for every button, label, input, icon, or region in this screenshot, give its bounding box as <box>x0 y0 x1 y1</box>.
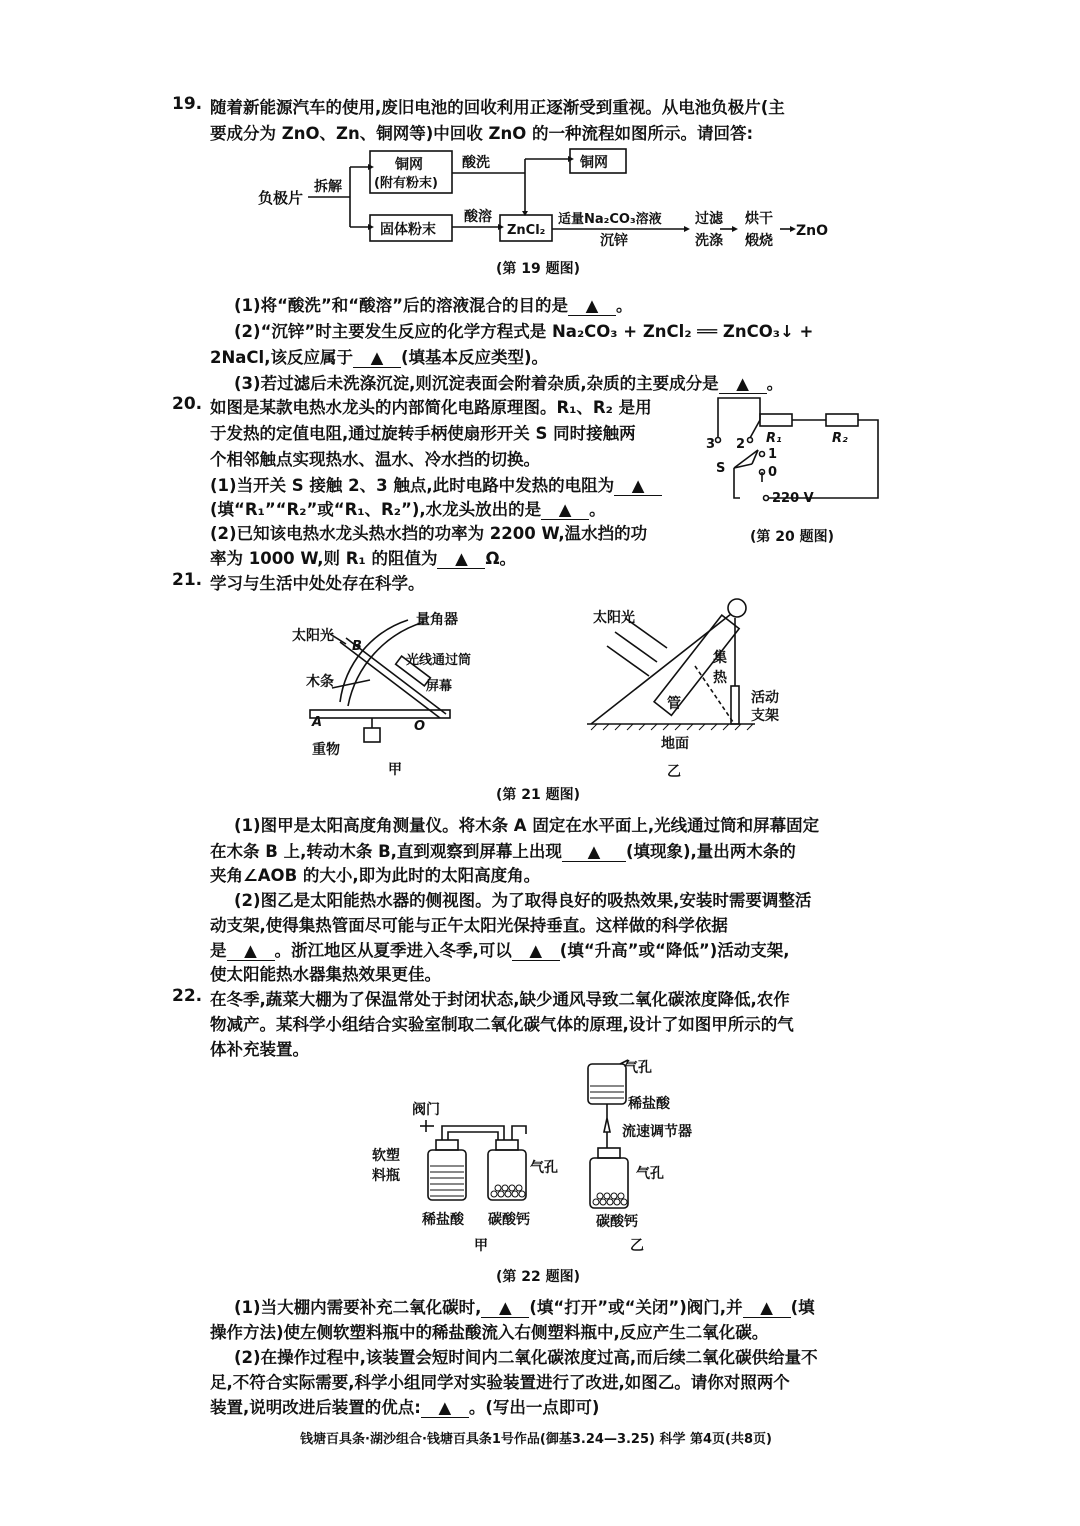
screen-label: 屏幕 <box>426 679 453 694</box>
answer-mark: ▲ <box>541 500 589 520</box>
answer-mark: ▲ <box>562 842 626 862</box>
q19-s2c-text: (填基本反应类型)。 <box>400 348 549 367</box>
q21-caption: (第 21 题图) <box>496 787 581 803</box>
q20-s2a: (2)已知该电热水龙头热水挡的功率为 2200 W,温水挡的功 <box>210 524 648 543</box>
question-number: 21. <box>172 570 203 590</box>
flow-start: 负极片 <box>258 189 304 207</box>
acid-label: 稀盐酸 <box>628 1096 670 1112</box>
q21-s1d: 夹角∠AOB 的大小,即为此时的太阳高度角。 <box>210 866 541 885</box>
answer-mark: ▲ <box>353 348 401 368</box>
sunlight-label: 太阳光 <box>593 610 635 626</box>
regulator-label: 流速调节器 <box>622 1124 692 1140</box>
stand-label1: 活动 <box>751 690 779 706</box>
caco3-label: 碳酸钙 <box>488 1212 530 1228</box>
flow-box2: 铜网 <box>580 155 608 171</box>
question-number: 20. <box>172 394 203 414</box>
point-a: A <box>312 715 323 730</box>
q22-line3: 体补充装置。 <box>210 1040 309 1059</box>
bottle-label2: 料瓶 <box>372 1168 400 1184</box>
answer-mark: ▲ <box>481 1298 529 1318</box>
flow-burn: 煅烧 <box>745 233 773 249</box>
collector-char2: 热 <box>713 670 727 686</box>
protractor-label: 量角器 <box>416 612 458 628</box>
q20-line3: 个相邻触点实现热水、温水、冷水挡的切换。 <box>210 450 540 469</box>
q20-line2: 于发热的定值电阻,通过旋转手柄使扇形开关 S 同时接触两 <box>210 424 636 443</box>
q19-s1-text: (1)将“酸洗”和“酸溶”后的溶液混合的目的是 <box>234 296 568 315</box>
q21-s2d-text: 。浙江地区从夏季进入冬季,可以 <box>274 941 512 960</box>
flow-box1a: 铜网 <box>395 157 423 173</box>
flow-dry: 烘干 <box>745 211 773 227</box>
q19-s3: (3)若过滤后未洗涤沉淀,则沉淀表面会附着杂质,杂质的主要成分是 ▲ 。 <box>234 374 784 393</box>
q19-line1: 随着新能源汽车的使用,废旧电池的回收利用正逐渐受到重视。从电池负极片(主 <box>210 98 785 117</box>
q19-s2b <box>210 344 548 368</box>
q22-s1d: 操作方法)使左侧软塑料瓶中的稀盐酸流入右侧塑料瓶中,反应产生二氧化碳。 <box>210 1323 769 1342</box>
q20-s1a <box>210 472 662 496</box>
q21-s2e-text: (填“升高”或“降低”)活动支架, <box>559 941 790 960</box>
figure-a-label: 甲 <box>474 1238 488 1254</box>
collector-char1: 集 <box>713 650 727 666</box>
flow-acidwash: 酸洗 <box>462 155 490 171</box>
q21-s2f: 使太阳能热水器集热效果更佳。 <box>210 965 441 984</box>
flow-acidsol: 酸溶 <box>464 209 492 225</box>
answer-mark: ▲ <box>512 941 560 961</box>
question-number: 19. <box>172 94 203 114</box>
q22-s1a <box>234 1294 815 1318</box>
flow-box3: 固体粉末 <box>380 222 436 238</box>
circuit-voltage: 220 V <box>772 491 814 506</box>
q22-s2b: 足,不符合实际需要,科学小组同学对实验装置进行了改进,如图乙。请你对照两个 <box>210 1373 790 1392</box>
q19-s2a: (2)“沉锌”时主要发生反应的化学方程式是 Na₂CO₃ + ZnCl₂ ══ ZnCO₃↓ + <box>234 322 814 341</box>
answer-mark: ▲ <box>227 941 275 961</box>
q21-s2b: 动支架,使得集热管面尽可能与正午太阳光保持垂直。这样做的科学依据 <box>210 916 728 935</box>
tube-label: 光线通过筒 <box>406 653 472 668</box>
flow-box1b: (附有粉末) <box>374 176 438 191</box>
answer-mark: ▲ <box>437 549 485 569</box>
q20-s1b-text: (填“R₁”“R₂”或“R₁、R₂”),水龙头放出的是 <box>210 500 542 519</box>
q21-s1b-text: 在木条 B 上,转动木条 B,直到观察到屏幕上出现 <box>210 842 562 861</box>
stick-label: 木条 <box>306 674 334 690</box>
q22-caption: (第 22 题图) <box>496 1269 581 1285</box>
q22-s1c-text: (填 <box>790 1298 815 1317</box>
point-o: O <box>414 719 426 734</box>
q19-s2b-text: 2NaCl,该反应属于 <box>210 348 353 367</box>
q22-line1: 在冬季,蔬菜大棚为了保温常处于封闭状态,缺少通风导致二氧化碳浓度降低,农作 <box>210 990 790 1009</box>
q21-s1b <box>210 838 796 862</box>
hole-label: 气孔 <box>530 1160 558 1176</box>
q20-circuit <box>700 390 890 515</box>
question-number: 22. <box>172 986 203 1006</box>
figure-b-label: 乙 <box>667 764 681 780</box>
figure-b-label: 乙 <box>630 1238 644 1254</box>
q19-flowchart <box>240 145 850 255</box>
q22-s2c-text: 装置,说明改进后装置的优点: <box>210 1398 421 1417</box>
q19-line2: 要成分为 ZnO、Zn、铜网等)中回收 ZnO 的一种流程如图所示。请回答: <box>210 124 754 143</box>
answer-mark: ▲ <box>614 476 662 496</box>
q22-s2a: (2)在操作过程中,该装置会短时间内二氧化碳浓度过高,而后续二氧化碳供给量不 <box>234 1348 818 1367</box>
sunlight-label: 太阳光 <box>292 628 334 644</box>
q21-s1c-text: (填现象),量出两木条的 <box>625 842 796 861</box>
answer-mark: ▲ <box>568 296 616 316</box>
point-b: B <box>352 639 362 654</box>
q19-caption: (第 19 题图) <box>496 261 581 277</box>
circuit-p0: 0 <box>768 465 778 480</box>
circuit-r2: R₂ <box>832 431 848 446</box>
q21-s2a: (2)图乙是太阳能热水器的侧视图。为了取得良好的吸热效果,安装时需要调整活 <box>234 891 812 910</box>
q21-s2c-text: 是 <box>210 941 227 960</box>
q19-s1: (1)将“酸洗”和“酸溶”后的溶液混合的目的是 ▲ 。 <box>234 296 633 315</box>
bottle-label1: 软塑 <box>372 1148 400 1164</box>
q19-s3-text: (3)若过滤后未洗涤沉淀,则沉淀表面会附着杂质,杂质的主要成分是 <box>234 374 719 393</box>
q22-s1a-text: (1)当大棚内需要补充二氧化碳时, <box>234 1298 482 1317</box>
q20-caption: (第 20 题图) <box>750 529 835 545</box>
stand-label2: 支架 <box>751 708 779 724</box>
flow-precip: 沉锌 <box>600 233 628 249</box>
flow-box4: ZnCl₂ <box>507 223 546 238</box>
answer-mark: ▲ <box>743 1298 791 1318</box>
answer-mark: ▲ <box>421 1398 469 1418</box>
q20-line1: 如图是某款电热水龙头的内部简化电路原理图。R₁、R₂ 是用 <box>210 398 652 417</box>
q21-figure-b <box>585 596 785 781</box>
q20-s1a-text: (1)当开关 S 接触 2、3 触点,此时电路中发热的电阻为 <box>210 476 615 495</box>
flow-reagent: 适量Na₂CO₃溶液 <box>558 212 662 227</box>
q20-s2b <box>210 545 516 569</box>
q22-s2c <box>210 1394 599 1418</box>
q21-s1a: (1)图甲是太阳高度角测量仪。将木条 A 固定在水平面上,光线通过筒和屏幕固定 <box>234 816 820 835</box>
page-footer: 钱塘百具条·湖沙组合·钱塘百具条1号作品(御基3.24—3.25) 科学 第4页(共8页) <box>300 1432 772 1447</box>
circuit-s: S <box>716 461 726 476</box>
q22-s1b-text: (填“打开”或“关闭”)阀门,并 <box>529 1298 743 1317</box>
flow-split: 拆解 <box>314 179 342 195</box>
circuit-p3: 3 <box>706 437 716 452</box>
hole-label-top: 气孔 <box>624 1060 652 1076</box>
q20-s1b: (填“R₁”“R₂”或“R₁、R₂”),水龙头放出的是 ▲ 。 <box>210 500 606 519</box>
circuit-p2: 2 <box>736 437 746 452</box>
acid-label: 稀盐酸 <box>422 1212 464 1228</box>
weight-label: 重物 <box>312 742 340 758</box>
circuit-r1: R₁ <box>766 431 782 446</box>
flow-product: ZnO <box>796 223 829 239</box>
ground-label: 地面 <box>661 736 689 752</box>
q20-unit: Ω。 <box>485 549 516 568</box>
q22-s2d-text: 。(写出一点即可) <box>468 1398 600 1417</box>
circuit-p1: 1 <box>768 447 778 462</box>
q21-line1: 学习与生活中处处存在科学。 <box>210 574 425 593</box>
q21-s2c <box>210 937 790 961</box>
q22-figure-b <box>582 1056 722 1256</box>
figure-a-label: 甲 <box>388 762 402 776</box>
q20-s2b-text: 率为 1000 W,则 R₁ 的阻值为 <box>210 549 438 568</box>
caco3-label: 碳酸钙 <box>596 1214 638 1230</box>
q22-figure-a <box>370 1100 580 1260</box>
flow-wash: 洗涤 <box>695 233 723 249</box>
q22-line2: 物减产。某科学小组结合实验室制取二氧化碳气体的原理,设计了如图甲所示的气 <box>210 1015 794 1034</box>
q21-figure-a <box>290 606 490 776</box>
answer-mark: ▲ <box>719 374 767 394</box>
flow-filter: 过滤 <box>695 211 723 227</box>
collector-char3: 管 <box>667 696 681 712</box>
valve-label: 阀门 <box>412 1102 440 1118</box>
hole-label-bottom: 气孔 <box>636 1166 664 1182</box>
